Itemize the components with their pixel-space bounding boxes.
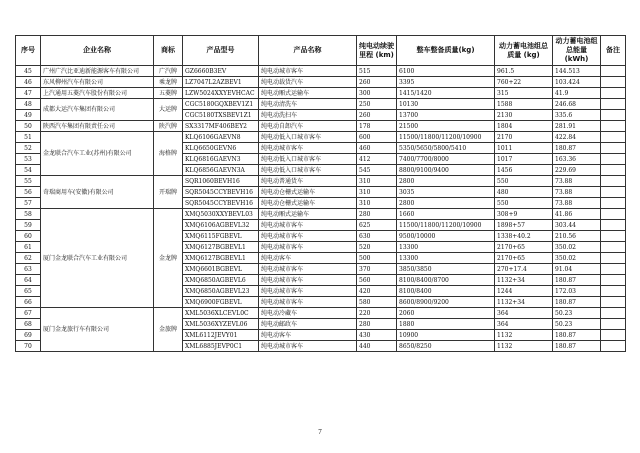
company-name-cell: 成都大运汽车集团有限公司 <box>41 99 154 121</box>
remark-cell <box>601 330 626 341</box>
battery-mass-cell: 364 <box>495 308 553 319</box>
product-model-cell: CGC5180GQXBEV1Z1 <box>183 99 259 110</box>
battery-mass-cell: 1804 <box>495 121 553 132</box>
battery-energy-cell: 41.9 <box>553 88 601 99</box>
brand-cell: 海格牌 <box>154 132 183 176</box>
battery-mass-cell: 1456 <box>495 165 553 176</box>
product-model-cell: XMQ6115FGBEVL <box>183 231 259 242</box>
range-cell: 220 <box>357 308 397 319</box>
battery-mass-cell: 315 <box>495 88 553 99</box>
product-model-cell: LZ7047L2AZBEV1 <box>183 77 259 88</box>
curb-mass-cell: 8100/8400 <box>397 286 495 297</box>
battery-energy-cell: 180.87 <box>553 330 601 341</box>
brand-cell: 大运牌 <box>154 99 183 121</box>
product-name-cell: 纯电动城市客车 <box>259 264 357 275</box>
curb-mass-cell: 2060 <box>397 308 495 319</box>
row-number-cell: 67 <box>16 308 41 319</box>
product-model-cell: SX3317MF406BEY2 <box>183 121 259 132</box>
battery-mass-cell: 1588 <box>495 99 553 110</box>
table-row <box>16 99 626 110</box>
remark-cell <box>601 77 626 88</box>
curb-mass-cell: 3395 <box>397 77 495 88</box>
row-number-cell: 48 <box>16 99 41 110</box>
row-number-cell: 53 <box>16 154 41 165</box>
table-row <box>16 77 626 88</box>
brand-cell: 五菱牌 <box>154 88 183 99</box>
curb-mass-cell: 1415/1420 <box>397 88 495 99</box>
curb-mass-cell: 6100 <box>397 66 495 77</box>
battery-mass-cell: 480 <box>495 187 553 198</box>
product-name-cell: 纯电动仓栅式运输车 <box>259 198 357 209</box>
remark-cell <box>601 308 626 319</box>
row-number-cell: 50 <box>16 121 41 132</box>
remark-cell <box>601 110 626 121</box>
product-name-cell: 纯电动客车 <box>259 253 357 264</box>
range-cell: 178 <box>357 121 397 132</box>
row-number-cell: 54 <box>16 165 41 176</box>
header-cell: 企业名称 <box>41 36 154 66</box>
product-model-cell: KLQ6106GAEVN8 <box>183 132 259 143</box>
product-name-cell: 纯电动低入口城市客车 <box>259 132 357 143</box>
company-name-cell: 东风柳州汽车有限公司 <box>41 77 154 88</box>
header-cell: 动力蓄电池组总能量 (kWh) <box>553 36 601 66</box>
range-cell: 250 <box>357 99 397 110</box>
header-cell: 商标 <box>154 36 183 66</box>
curb-mass-cell: 1880 <box>397 319 495 330</box>
range-cell: 310 <box>357 198 397 209</box>
product-model-cell: XMQ6127BGBEVL1 <box>183 253 259 264</box>
company-name-cell: 奇瑞商用车(安徽)有限公司 <box>41 176 154 209</box>
remark-cell <box>601 231 626 242</box>
battery-mass-cell: 1244 <box>495 286 553 297</box>
product-name-cell: 纯电动清洗车 <box>259 99 357 110</box>
product-name-cell: 纯电动客车 <box>259 330 357 341</box>
remark-cell <box>601 143 626 154</box>
battery-energy-cell: 73.88 <box>553 187 601 198</box>
table-row <box>16 132 626 143</box>
battery-mass-cell: 270+17.4 <box>495 264 553 275</box>
remark-cell <box>601 341 626 352</box>
product-name-cell: 纯电动低入口城市客车 <box>259 154 357 165</box>
product-name-cell: 纯电动载货汽车 <box>259 77 357 88</box>
company-name-cell: 上汽通用五菱汽车股份有限公司 <box>41 88 154 99</box>
product-name-cell: 纯电动城市客车 <box>259 231 357 242</box>
battery-energy-cell: 210.56 <box>553 231 601 242</box>
battery-energy-cell: 281.91 <box>553 121 601 132</box>
remark-cell <box>601 209 626 220</box>
curb-mass-cell: 8650/8250 <box>397 341 495 352</box>
range-cell: 515 <box>357 66 397 77</box>
range-cell: 430 <box>357 330 397 341</box>
remark-cell <box>601 132 626 143</box>
brand-cell: 乘龙牌 <box>154 77 183 88</box>
product-model-cell: XMQ5030XXYBEVL03 <box>183 209 259 220</box>
row-number-cell: 52 <box>16 143 41 154</box>
battery-energy-cell: 180.87 <box>553 143 601 154</box>
battery-mass-cell: 2130 <box>495 110 553 121</box>
curb-mass-cell: 8600/8900/9200 <box>397 297 495 308</box>
curb-mass-cell: 10130 <box>397 99 495 110</box>
curb-mass-cell: 5350/5650/5800/5410 <box>397 143 495 154</box>
product-name-cell: 纯电动厢式运输车 <box>259 88 357 99</box>
company-name-cell: 广州广汽比亚迪新能源客车有限公司 <box>41 66 154 77</box>
range-cell: 520 <box>357 242 397 253</box>
range-cell: 310 <box>357 187 397 198</box>
product-name-cell: 纯电动城市客车 <box>259 220 357 231</box>
battery-mass-cell: 1132+34 <box>495 275 553 286</box>
range-cell: 260 <box>357 77 397 88</box>
remark-cell <box>601 88 626 99</box>
table-row <box>16 209 626 220</box>
row-number-cell: 63 <box>16 264 41 275</box>
curb-mass-cell: 1660 <box>397 209 495 220</box>
remark-cell <box>601 319 626 330</box>
curb-mass-cell: 11500/11800/11200/10900 <box>397 132 495 143</box>
remark-cell <box>601 165 626 176</box>
product-model-cell: XMQ6106AGBEVL32 <box>183 220 259 231</box>
battery-mass-cell: 364 <box>495 319 553 330</box>
remark-cell <box>601 187 626 198</box>
range-cell: 412 <box>357 154 397 165</box>
battery-energy-cell: 91.04 <box>553 264 601 275</box>
row-number-cell: 64 <box>16 275 41 286</box>
battery-energy-cell: 73.88 <box>553 176 601 187</box>
battery-mass-cell: 308+9 <box>495 209 553 220</box>
product-model-cell: XMQ6900FGBEVL <box>183 297 259 308</box>
curb-mass-cell: 11500/11800/11200/10900 <box>397 220 495 231</box>
range-cell: 300 <box>357 88 397 99</box>
row-number-cell: 47 <box>16 88 41 99</box>
row-number-cell: 70 <box>16 341 41 352</box>
product-model-cell: XML5036XLCEVL0C <box>183 308 259 319</box>
range-cell: 440 <box>357 341 397 352</box>
battery-mass-cell: 1338+40.2 <box>495 231 553 242</box>
curb-mass-cell: 9500/10000 <box>397 231 495 242</box>
battery-energy-cell: 246.68 <box>553 99 601 110</box>
row-number-cell: 55 <box>16 176 41 187</box>
product-model-cell: XML6112JEVY01 <box>183 330 259 341</box>
curb-mass-cell: 2800 <box>397 198 495 209</box>
battery-mass-cell: 2170 <box>495 132 553 143</box>
remark-cell <box>601 220 626 231</box>
product-model-cell: SQR5045CCYBEVH16 <box>183 187 259 198</box>
header-cell: 备注 <box>601 36 626 66</box>
range-cell: 500 <box>357 253 397 264</box>
range-cell: 280 <box>357 209 397 220</box>
product-name-cell: 纯电动洗扫车 <box>259 110 357 121</box>
brand-cell: 金旅牌 <box>154 308 183 352</box>
remark-cell <box>601 66 626 77</box>
range-cell: 545 <box>357 165 397 176</box>
product-name-cell: 纯电动城市客车 <box>259 242 357 253</box>
product-model-cell: KLQ6816GAEVN3 <box>183 154 259 165</box>
product-model-cell: XMQ6127BGBEVL1 <box>183 242 259 253</box>
brand-cell: 开瑞牌 <box>154 176 183 209</box>
remark-cell <box>601 154 626 165</box>
curb-mass-cell: 13700 <box>397 110 495 121</box>
remark-cell <box>601 198 626 209</box>
battery-energy-cell: 103.424 <box>553 77 601 88</box>
battery-energy-cell: 163.36 <box>553 154 601 165</box>
header-cell: 产品型号 <box>183 36 259 66</box>
row-number-cell: 56 <box>16 187 41 198</box>
header-cell: 纯电动续驶里程 (km) <box>357 36 397 66</box>
company-name-cell: 陕西汽车集团有限责任公司 <box>41 121 154 132</box>
curb-mass-cell: 13300 <box>397 242 495 253</box>
product-name-cell: 纯电动城市客车 <box>259 341 357 352</box>
remark-cell <box>601 253 626 264</box>
range-cell: 600 <box>357 132 397 143</box>
product-model-cell: XMQ6601BGBEVL <box>183 264 259 275</box>
table-row <box>16 66 626 77</box>
row-number-cell: 60 <box>16 231 41 242</box>
table-row <box>16 176 626 187</box>
row-number-cell: 57 <box>16 198 41 209</box>
page-number: 7 <box>318 428 322 436</box>
row-number-cell: 59 <box>16 220 41 231</box>
product-model-cell: CGC5180TXSBEV1Z1 <box>183 110 259 121</box>
company-name-cell: 厦门金龙联合汽车工业有限公司 <box>41 209 154 308</box>
remark-cell <box>601 297 626 308</box>
row-number-cell: 58 <box>16 209 41 220</box>
row-number-cell: 68 <box>16 319 41 330</box>
battery-mass-cell: 1132+34 <box>495 297 553 308</box>
product-name-cell: 纯电动城市客车 <box>259 297 357 308</box>
header-cell: 序号 <box>16 36 41 66</box>
range-cell: 260 <box>357 110 397 121</box>
battery-energy-cell: 73.88 <box>553 198 601 209</box>
battery-energy-cell: 303.44 <box>553 220 601 231</box>
product-name-cell: 纯电动低入口城市客车 <box>259 165 357 176</box>
product-name-cell: 纯电动城市客车 <box>259 286 357 297</box>
battery-mass-cell: 550 <box>495 198 553 209</box>
range-cell: 370 <box>357 264 397 275</box>
row-number-cell: 69 <box>16 330 41 341</box>
remark-cell <box>601 176 626 187</box>
brand-cell: 广汽牌 <box>154 66 183 77</box>
table-row <box>16 88 626 99</box>
battery-mass-cell: 1132 <box>495 330 553 341</box>
battery-mass-cell: 2170+65 <box>495 253 553 264</box>
table-row <box>16 308 626 319</box>
row-number-cell: 45 <box>16 66 41 77</box>
product-model-cell: XML6885JEVP0C1 <box>183 341 259 352</box>
battery-mass-cell: 550 <box>495 176 553 187</box>
battery-energy-cell: 50.23 <box>553 308 601 319</box>
header-row <box>16 36 626 66</box>
range-cell: 460 <box>357 143 397 154</box>
battery-mass-cell: 1898+57 <box>495 220 553 231</box>
range-cell: 630 <box>357 231 397 242</box>
product-model-cell: XMQ6850AGBEVL23 <box>183 286 259 297</box>
product-model-cell: SQR5045CCYBEVH16 <box>183 198 259 209</box>
battery-energy-cell: 180.87 <box>553 341 601 352</box>
product-name-cell: 纯电动城市客车 <box>259 66 357 77</box>
battery-energy-cell: 41.86 <box>553 209 601 220</box>
remark-cell <box>601 275 626 286</box>
product-model-cell: KLQ6650GEVN6 <box>183 143 259 154</box>
product-name-cell: 纯电动自卸汽车 <box>259 121 357 132</box>
battery-energy-cell: 350.02 <box>553 242 601 253</box>
range-cell: 420 <box>357 286 397 297</box>
range-cell: 310 <box>357 176 397 187</box>
row-number-cell: 61 <box>16 242 41 253</box>
range-cell: 280 <box>357 319 397 330</box>
product-model-cell: LZW5024XXYEVHCAC <box>183 88 259 99</box>
range-cell: 625 <box>357 220 397 231</box>
remark-cell <box>601 121 626 132</box>
battery-energy-cell: 144.513 <box>553 66 601 77</box>
battery-energy-cell: 422.84 <box>553 132 601 143</box>
table-row <box>16 121 626 132</box>
header-cell: 整车整备质量(kg) <box>397 36 495 66</box>
curb-mass-cell: 13300 <box>397 253 495 264</box>
curb-mass-cell: 2800 <box>397 176 495 187</box>
curb-mass-cell: 7400/7700/8000 <box>397 154 495 165</box>
brand-cell: 陕汽牌 <box>154 121 183 132</box>
product-name-cell: 纯电动邮政车 <box>259 319 357 330</box>
battery-energy-cell: 180.87 <box>553 275 601 286</box>
row-number-cell: 49 <box>16 110 41 121</box>
table-body <box>16 66 626 352</box>
curb-mass-cell: 3850/3850 <box>397 264 495 275</box>
product-name-cell: 纯电动冷藏车 <box>259 308 357 319</box>
battery-mass-cell: 1017 <box>495 154 553 165</box>
battery-mass-cell: 2170+65 <box>495 242 553 253</box>
curb-mass-cell: 8800/9100/9400 <box>397 165 495 176</box>
header-cell: 动力蓄电池组总质量 (kg) <box>495 36 553 66</box>
remark-cell <box>601 242 626 253</box>
curb-mass-cell: 8100/8400/8700 <box>397 275 495 286</box>
battery-mass-cell: 1132 <box>495 341 553 352</box>
curb-mass-cell: 3035 <box>397 187 495 198</box>
brand-cell: 金龙牌 <box>154 209 183 308</box>
battery-energy-cell: 50.23 <box>553 319 601 330</box>
product-model-cell: XML5036XYZEVL06 <box>183 319 259 330</box>
curb-mass-cell: 21500 <box>397 121 495 132</box>
product-name-cell: 纯电动城市客车 <box>259 143 357 154</box>
company-name-cell: 厦门金龙旅行车有限公司 <box>41 308 154 352</box>
battery-energy-cell: 180.87 <box>553 297 601 308</box>
product-model-cell: SQR1060BEVH16 <box>183 176 259 187</box>
remark-cell <box>601 99 626 110</box>
curb-mass-cell: 10900 <box>397 330 495 341</box>
product-model-cell: KLQ6856GAEVN3A <box>183 165 259 176</box>
product-name-cell: 纯电动普通货车 <box>259 176 357 187</box>
battery-energy-cell: 335.6 <box>553 110 601 121</box>
battery-energy-cell: 350.02 <box>553 253 601 264</box>
product-name-cell: 纯电动仓栅式运输车 <box>259 187 357 198</box>
row-number-cell: 66 <box>16 297 41 308</box>
battery-mass-cell: 961.5 <box>495 66 553 77</box>
row-number-cell: 46 <box>16 77 41 88</box>
product-name-cell: 纯电动城市客车 <box>259 275 357 286</box>
product-model-cell: XMQ6850AGBEVL6 <box>183 275 259 286</box>
range-cell: 560 <box>357 275 397 286</box>
remark-cell <box>601 264 626 275</box>
company-name-cell: 金龙联合汽车工业(苏州)有限公司 <box>41 132 154 176</box>
row-number-cell: 62 <box>16 253 41 264</box>
battery-energy-cell: 229.69 <box>553 165 601 176</box>
vehicle-catalog-table <box>15 35 626 352</box>
range-cell: 580 <box>357 297 397 308</box>
battery-energy-cell: 172.03 <box>553 286 601 297</box>
remark-cell <box>601 286 626 297</box>
battery-mass-cell: 1011 <box>495 143 553 154</box>
product-name-cell: 纯电动厢式运输车 <box>259 209 357 220</box>
product-model-cell: GZ6660B3EV <box>183 66 259 77</box>
battery-mass-cell: 760+22 <box>495 77 553 88</box>
header-cell: 产品名称 <box>259 36 357 66</box>
row-number-cell: 51 <box>16 132 41 143</box>
row-number-cell: 65 <box>16 286 41 297</box>
